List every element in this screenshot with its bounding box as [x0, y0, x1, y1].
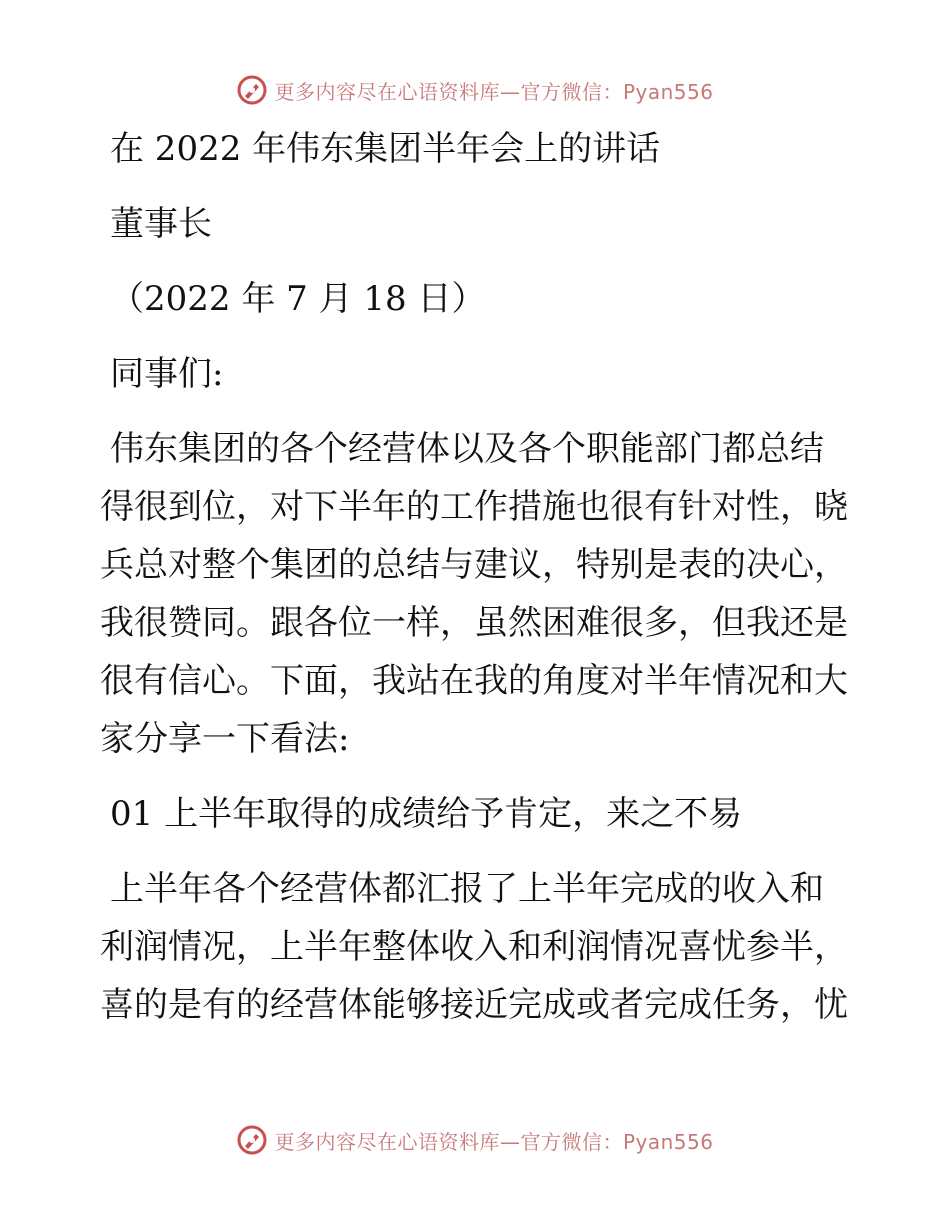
paragraph-2	[100, 860, 850, 1034]
document-title: 在 2022 年伟东集团半年会上的讲话	[110, 129, 661, 169]
document-body	[100, 120, 850, 1051]
footer-watermark	[0, 1120, 950, 1160]
watermark-text: 更多内容尽在心语资料库—官方微信：Pyan556	[274, 79, 714, 104]
paragraph-line: 利润情况，上半年整体收入和利润情况喜忧参半，	[100, 927, 848, 967]
section-heading: 01 上半年取得的成绩给予肯定，来之不易	[110, 794, 743, 834]
paragraph-line: 兵总对整个集团的总结与建议，特别是表的决心，	[100, 545, 848, 585]
pen-circle-logo-icon	[236, 74, 268, 106]
paragraph-1	[100, 420, 850, 768]
paragraph-line: 上半年各个经营体都汇报了上半年完成的收入和	[110, 869, 824, 909]
header-watermark	[0, 70, 950, 110]
watermark-text: 更多内容尽在心语资料库—官方微信：Pyan556	[274, 1129, 714, 1154]
paragraph-line: 我很赞同。跟各位一样，虽然困难很多，但我还是	[100, 603, 848, 643]
paragraph-line: 家分享一下看法:	[100, 719, 350, 759]
paragraph-line: 很有信心。下面，我站在我的角度对半年情况和大	[100, 661, 848, 701]
pen-circle-logo-icon	[236, 1124, 268, 1156]
paragraph-line: 喜的是有的经营体能够接近完成或者完成任务，忧	[100, 985, 848, 1025]
paragraph-line: 伟东集团的各个经营体以及各个职能部门都总结	[110, 429, 824, 469]
speaker-title: 董事长	[110, 204, 212, 244]
speech-date: （2022 年 7 月 18 日）	[110, 279, 486, 319]
paragraph-line: 得很到位，对下半年的工作措施也很有针对性，晓	[100, 487, 848, 527]
greeting: 同事们:	[110, 354, 224, 394]
